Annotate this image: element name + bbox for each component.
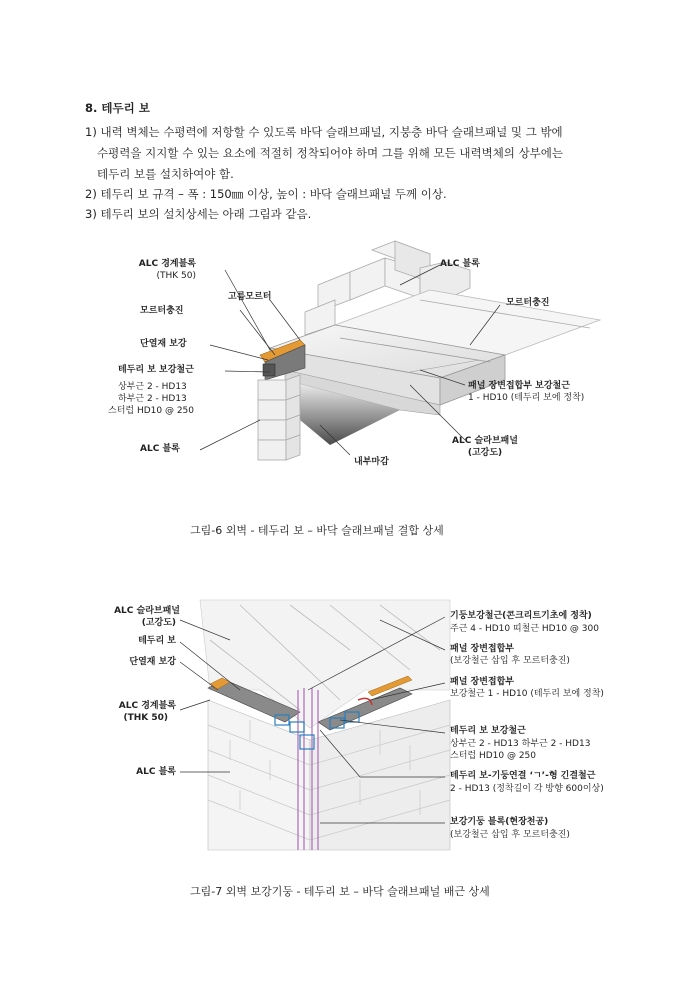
fig7-label-thk50: (THK 50) <box>123 713 168 723</box>
fig7-label-high-strength: (고강도) <box>141 618 176 628</box>
item1-line3: 테두리 보를 설치하여야 함. <box>97 167 234 181</box>
fig7-label-ring-beam-rebar-spec2: 스터럽 HD10 @ 250 <box>450 751 536 761</box>
fig7-label-ring-beam-rebar: 테두리 보 보강철근 <box>450 726 526 736</box>
fig6-label-alc-slab-panel: ALC 슬라브패널 <box>452 436 518 446</box>
fig6-label-stirrup: 스터럽 HD10 @ 250 <box>108 406 194 416</box>
fig6-label-panel-joint-spec: 1 - HD10 (테두리 보에 정착) <box>468 393 585 403</box>
fig6-label-high-strength: (고강도) <box>467 448 503 458</box>
fig7-slab-top <box>200 600 450 728</box>
fig7-label-tie-rebar-spec: 2 - HD13 (정착길이 각 방향 600이상) <box>450 784 604 794</box>
fig6-label-ring-beam-rebar: 테두리 보 보강철근 <box>118 365 194 375</box>
item3: 3) 테두리 보의 설치상세는 아래 그림과 같음. <box>85 207 312 221</box>
fig7-label-panel-joint-a: 패널 장변접합부 <box>450 644 514 654</box>
fig6-label-panel-joint-rebar: 패널 장변접합부 보강철근 <box>468 381 570 391</box>
fig7-label-panel-joint-b-spec: 보강철근 1 - HD10 (테두리 보에 정착) <box>450 689 604 699</box>
fig7-label-column-block: 보강기둥 블록(현장천공) <box>450 817 549 827</box>
item2: 2) 테두리 보 규격 – 폭 : 150㎜ 이상, 높이 : 바닥 슬래브패널 두께 이상. <box>85 187 447 201</box>
fig7-label-alc-slab-panel: ALC 슬라브패널 <box>114 606 180 616</box>
fig6-label-alc-block-bottom: ALC 블록 <box>140 444 180 454</box>
fig7-label-insulation-reinforce: 단열재 보강 <box>129 657 176 667</box>
fig7-label-panel-joint-a-spec: (보강철근 삽입 후 모르터충진) <box>450 656 570 666</box>
fig6-label-mortar-fill-right: 모르터충진 <box>506 298 550 308</box>
figure7-caption: 그림-7 외벽 보강기둥 - 테두리 보 – 바닥 슬래브패널 배근 상세 <box>190 885 490 898</box>
fig6-label-alc-boundary-block: ALC 경계블록 <box>138 259 196 269</box>
fig6-label-top-rebar: 상부근 2 - HD13 <box>118 382 187 392</box>
item1-line2: 수평력을 지지할 수 있는 요소에 적절히 정착되어야 하며 그를 위해 모든 내력벽체의 상부에는 <box>97 146 564 160</box>
fig7-label-tie-rebar: 테두리 보-기둥연결 ‘ㄱ’-형 긴결철근 <box>450 771 596 781</box>
figure6-caption: 그림-6 외벽 - 테두리 보 – 바닥 슬래브패널 결합 상세 <box>190 524 444 537</box>
fig7-label-panel-joint-b: 패널 장변접합부 <box>450 677 514 687</box>
section-heading: 8. 테두리 보 <box>85 101 150 115</box>
fig7-label-column-rebar-spec: 주근 4 - HD10 띠철근 HD10 @ 300 <box>450 624 599 634</box>
fig7-label-ring-beam-rebar-spec1: 상부근 2 - HD13 하부근 2 - HD13 <box>450 739 591 749</box>
fig7-label-alc-block: ALC 블록 <box>136 767 176 777</box>
fig7-label-column-rebar: 기둥보강철근(콘크리트기초에 정착) <box>450 611 592 621</box>
fig6-label-thk50: (THK 50) <box>156 271 196 281</box>
fig6-label-bottom-rebar: 하부근 2 - HD13 <box>118 394 187 404</box>
fig6-label-interior-finish: 내부마감 <box>354 457 389 467</box>
fig6-label-mortar-fill-left: 모르터충진 <box>140 306 184 316</box>
fig6-label-insulation-reinforce: 단열재 보강 <box>140 339 187 349</box>
fig6-label-leveling-mortar: 고름모르터 <box>228 292 272 302</box>
fig7-label-column-block-spec: (보강철근 삽입 후 모르터충진) <box>450 830 570 840</box>
item1-line1: 1) 내력 벽체는 수평력에 저항할 수 있도록 바닥 슬래브패널, 지붕층 바닥 슬래브패널 및 그 밖에 <box>85 125 563 139</box>
fig7-label-alc-boundary-block: ALC 경계블록 <box>118 701 176 711</box>
fig6-label-alc-block-top: ALC 블록 <box>440 259 480 269</box>
fig7-label-ring-beam: 테두리 보 <box>138 636 176 646</box>
